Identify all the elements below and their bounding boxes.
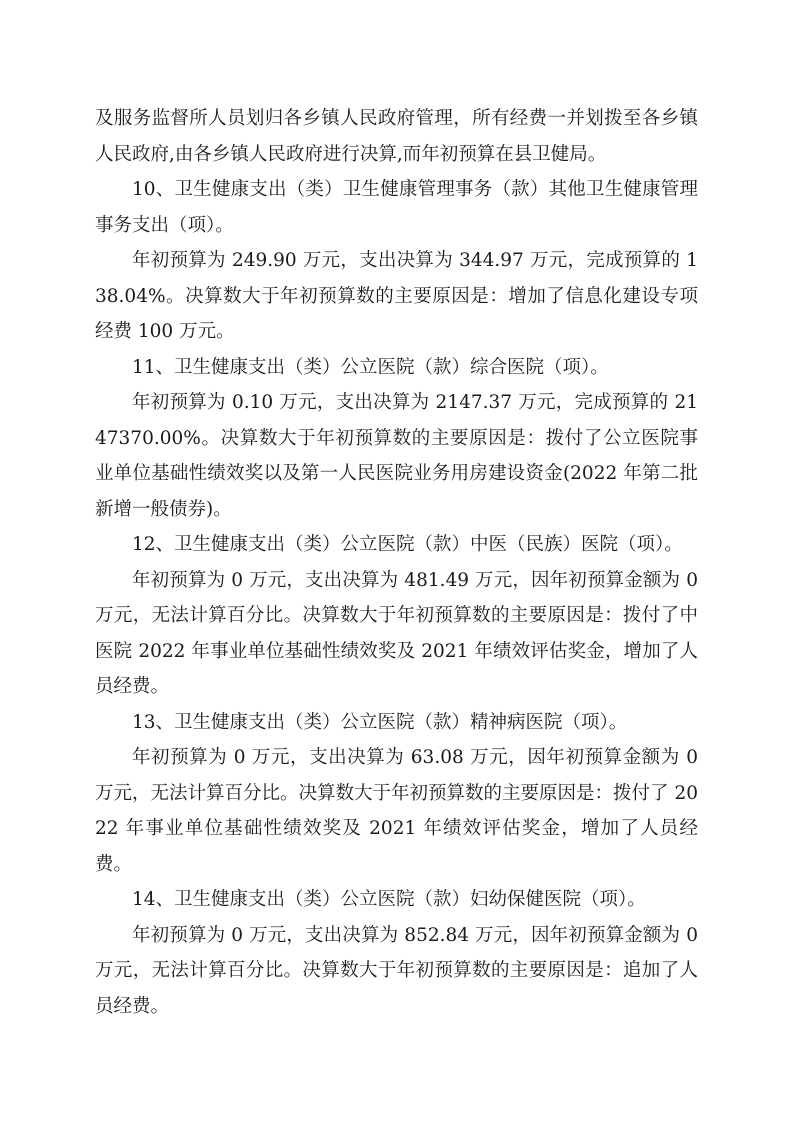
item-body-14: 年初预算为 0 万元，支出决算为 852.84 万元，因年初预算金额为 0 万元，无法计算百分比。决算数大于年初预算数的主要原因是：追加了人员经费。 — [95, 924, 698, 1017]
item-body-11: 年初预算为 0.10 万元，支出决算为 2147.37 万元，完成预算的 2147370.00%。决算数大于年初预算数的主要原因是：拨付了公立医院事业单位基础性绩效奖以及第一人民医院业务用房建设资金(2022 年第二批新增一般债券)。 — [95, 392, 698, 520]
item-body-12: 年初预算为 0 万元，支出决算为 481.49 万元，因年初预算金额为 0 万元，无法计算百分比。决算数大于年初预算数的主要原因是：拨付了中医院 2022 年事业单位基础性绩效奖及 2021 年绩效评估奖金，增加了人员经费。 — [95, 569, 698, 697]
item-heading-12: 12、卫生健康支出（类）公立医院（款）中医（民族）医院（项）。 — [132, 534, 683, 555]
item-heading-14: 14、卫生健康支出（类）公立医院（款）妇幼保健医院（项）。 — [132, 889, 646, 910]
item-body-10: 年初预算为 249.90 万元，支出决算为 344.97 万元，完成预算的 138.04%。决算数大于年初预算数的主要原因是：增加了信息化建设专项经费 100 万元。 — [95, 250, 698, 342]
item-heading-13: 13、卫生健康支出（类）公立医院（款）精神病医院（项）。 — [132, 711, 628, 733]
item-body-13: 年初预算为 0 万元，支出决算为 63.08 万元，因年初预算金额为 0 万元，无法计算百分比。决算数大于年初预算数的主要原因是：拨付了 2022 年事业单位基础性绩效奖及 2021 年绩效评估奖金，增加了人员经费。 — [95, 747, 698, 875]
item-heading-10: 10、卫生健康支出（类）卫生健康管理事务（款）其他卫生健康管理事务支出（项）。 — [95, 179, 698, 236]
item-heading-11: 11、卫生健康支出（类）公立医院（款）综合医院（项）。 — [132, 356, 609, 378]
paragraph-continuation: 及服务监督所人员划归各乡镇人民政府管理，所有经费一并划拨至各乡镇人民政府,由各乡镇人民政府进行决算,而年初预算在县卫健局。 — [95, 108, 698, 165]
